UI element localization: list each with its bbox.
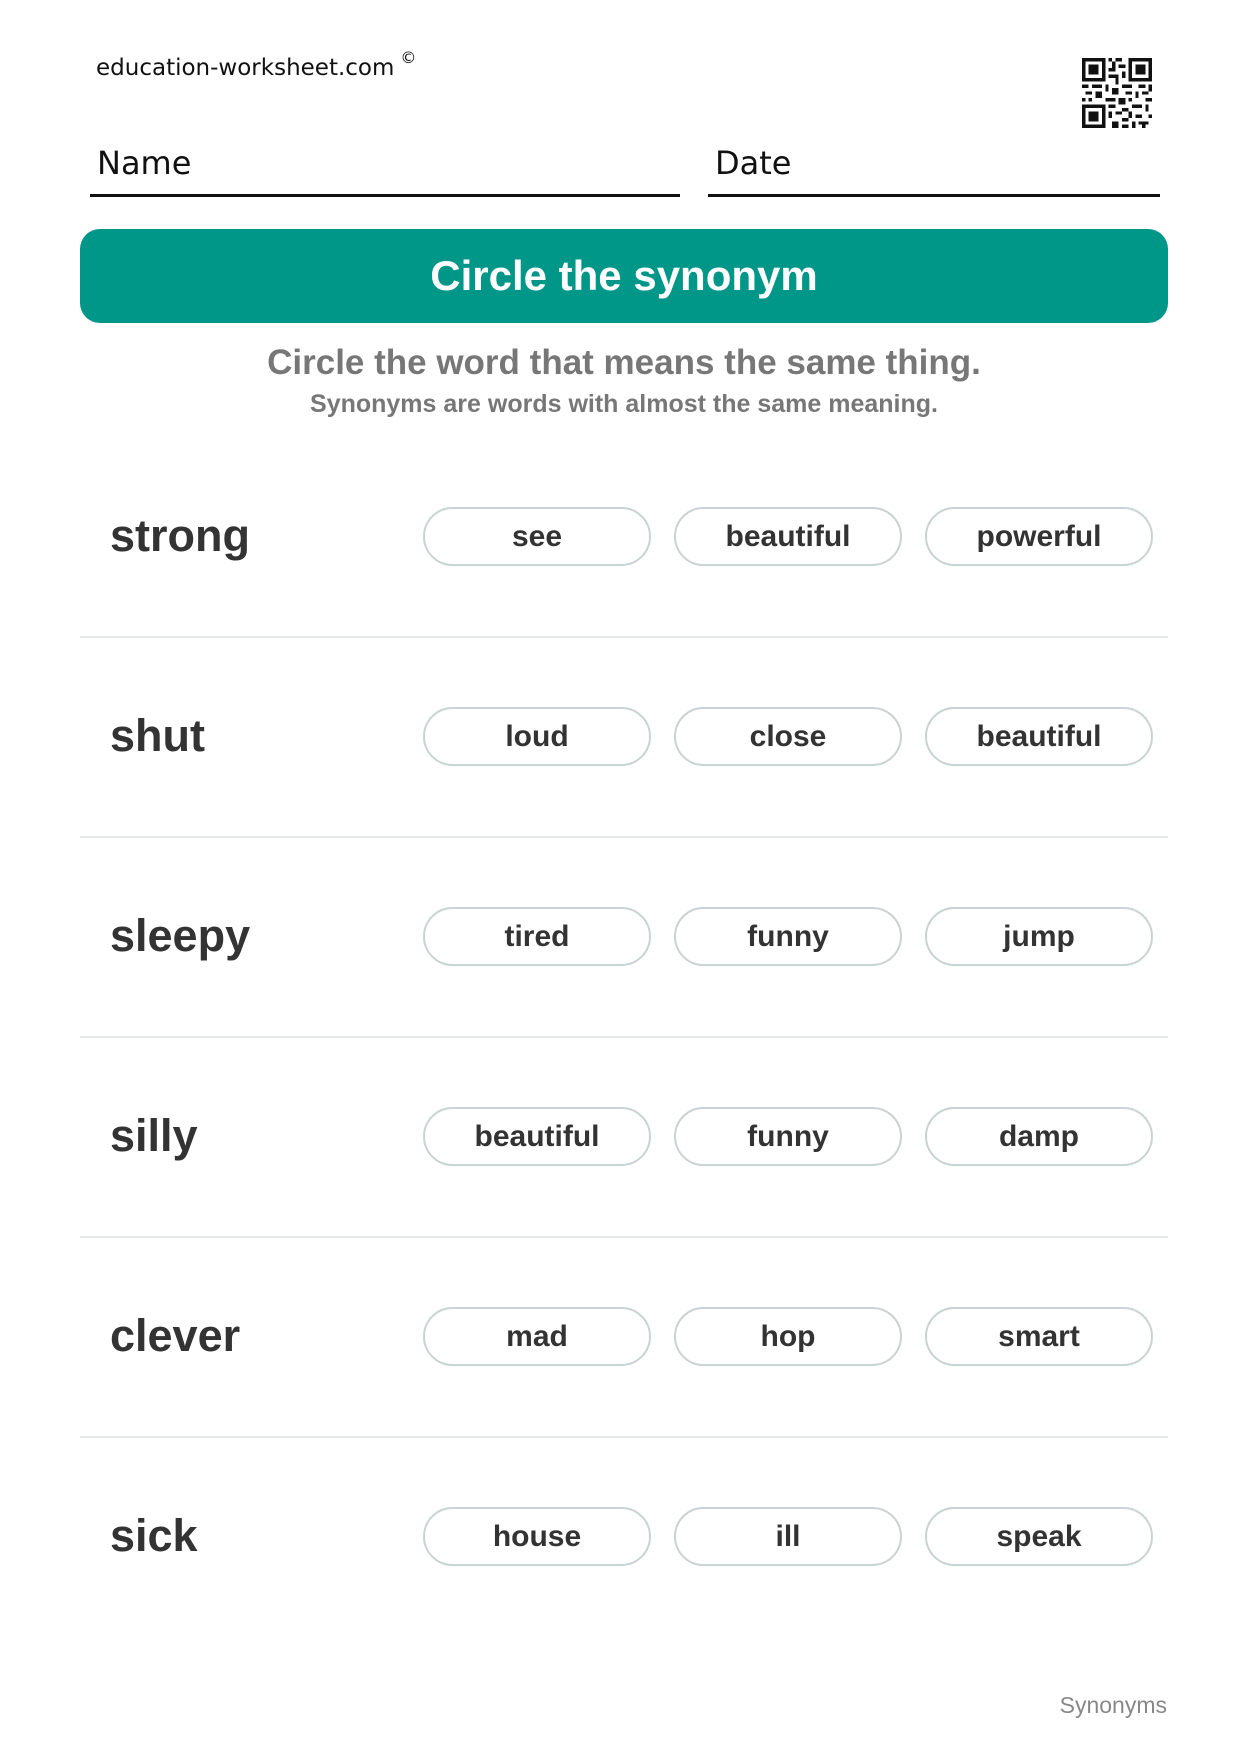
footer-label: Synonyms xyxy=(1059,1692,1167,1718)
target-word: strong xyxy=(110,510,250,561)
option-pill[interactable]: beautiful xyxy=(423,1107,651,1166)
title-banner xyxy=(80,229,1168,323)
question-row xyxy=(80,1236,1168,1438)
question-row xyxy=(80,1036,1168,1238)
option-pill[interactable]: see xyxy=(423,507,651,566)
question-row xyxy=(80,836,1168,1038)
option-pill[interactable]: speak xyxy=(925,1507,1153,1566)
date-field[interactable] xyxy=(708,144,1160,197)
option-pill[interactable]: loud xyxy=(423,707,651,766)
question-row xyxy=(80,1436,1168,1636)
qr-code-icon xyxy=(1082,58,1152,128)
option-pill[interactable]: funny xyxy=(674,1107,902,1166)
question-row xyxy=(80,636,1168,838)
option-pill[interactable]: funny xyxy=(674,907,902,966)
option-pill[interactable]: beautiful xyxy=(925,707,1153,766)
name-field[interactable] xyxy=(90,144,680,197)
option-pill[interactable]: ill xyxy=(674,1507,902,1566)
target-word: silly xyxy=(110,1110,198,1161)
option-pill[interactable]: beautiful xyxy=(674,507,902,566)
option-pill[interactable]: house xyxy=(423,1507,651,1566)
option-pill[interactable]: close xyxy=(674,707,902,766)
target-word: sleepy xyxy=(110,910,251,961)
copyright-mark: © xyxy=(400,48,417,67)
site-name-text: education-worksheet.com xyxy=(96,55,395,81)
instruction-sub: Synonyms are words with almost the same meaning. xyxy=(310,390,938,418)
page-title: Circle the synonym xyxy=(430,252,818,299)
question-row xyxy=(80,436,1168,638)
date-label: Date xyxy=(715,144,792,182)
target-word: clever xyxy=(110,1310,241,1361)
option-pill[interactable]: damp xyxy=(925,1107,1153,1166)
name-label: Name xyxy=(97,144,192,182)
target-word: sick xyxy=(110,1510,198,1561)
instruction-main: Circle the word that means the same thing. xyxy=(267,343,981,382)
option-pill[interactable]: powerful xyxy=(925,507,1153,566)
option-pill[interactable]: jump xyxy=(925,907,1153,966)
option-pill[interactable]: hop xyxy=(674,1307,902,1366)
site-name xyxy=(96,48,416,81)
target-word: shut xyxy=(110,710,205,761)
option-pill[interactable]: smart xyxy=(925,1307,1153,1366)
option-pill[interactable]: mad xyxy=(423,1307,651,1366)
option-pill[interactable]: tired xyxy=(423,907,651,966)
